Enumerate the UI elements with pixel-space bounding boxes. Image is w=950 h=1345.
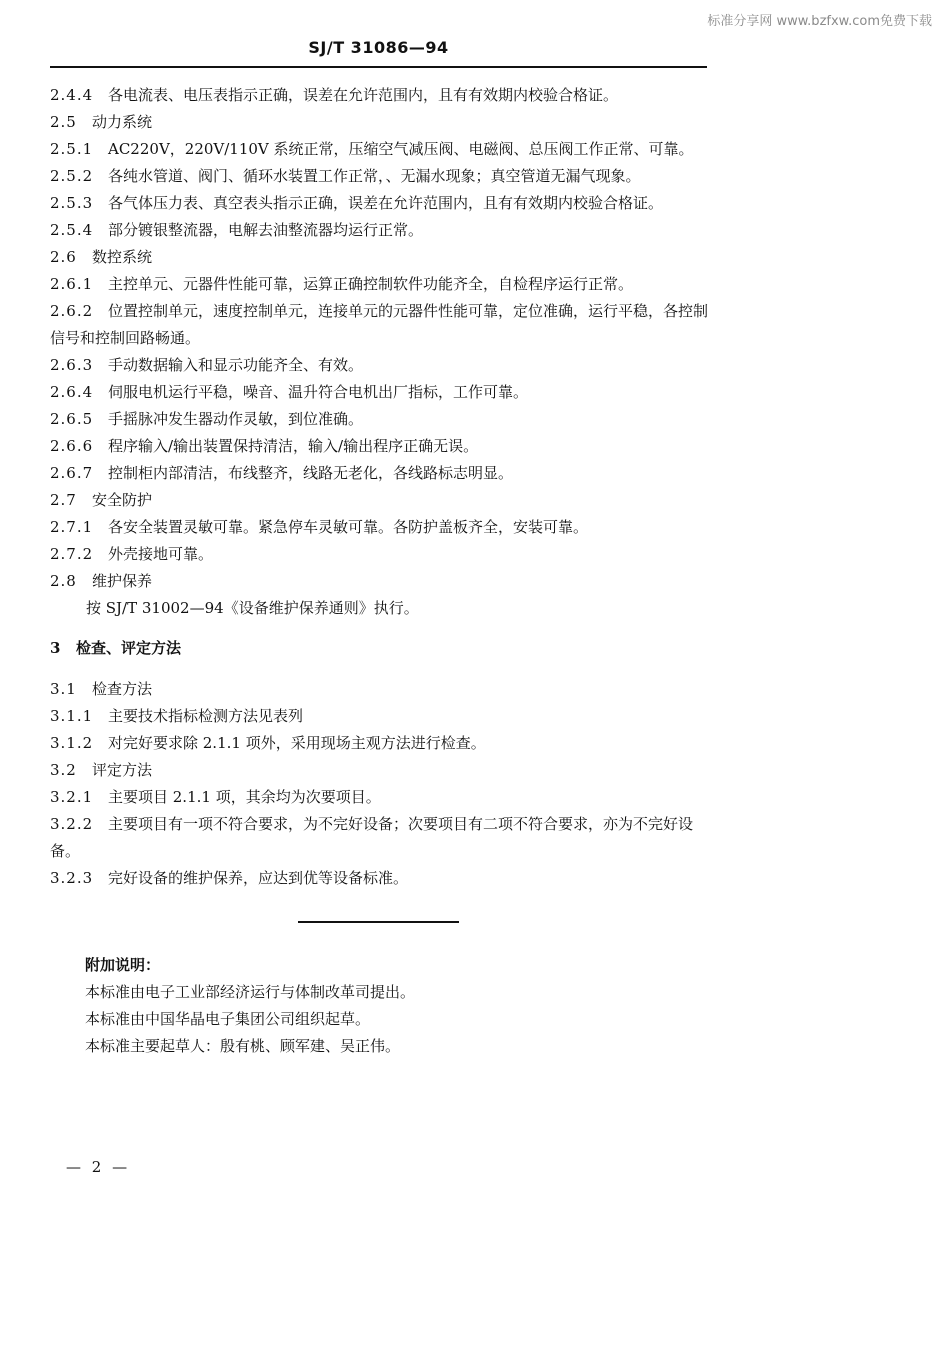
clause-text: 手摇脉冲发生器动作灵敏，到位准确。 bbox=[108, 410, 364, 428]
clause-number: 2.6.1 bbox=[50, 275, 94, 293]
clause-2-6 bbox=[50, 244, 710, 271]
section-3-heading bbox=[50, 635, 710, 662]
clause-number: 2.7.2 bbox=[50, 545, 94, 563]
clause-number: 2.5.1 bbox=[50, 140, 94, 158]
section-number: 3 bbox=[50, 639, 61, 657]
notes-title: 附加说明： bbox=[85, 956, 161, 974]
clause-text: 各纯水管道、阀门、循环水装置工作正常，、无漏水现象；真空管道无漏气现象。 bbox=[108, 167, 641, 185]
clause-2-8 bbox=[50, 568, 710, 595]
clause-number: 2.6.7 bbox=[50, 464, 94, 482]
clause-number: 2.6.6 bbox=[50, 437, 94, 455]
clause-text: 部分镀银整流器，电解去油整流器均运行正常。 bbox=[108, 221, 424, 239]
clause-text: 主控单元、元器件性能可靠，运算正确控制软件功能齐全，自检程序运行正常。 bbox=[108, 275, 634, 293]
clause-text: 各电流表、电压表指示正确，误差在允许范围内，且有有效期内校验合格证。 bbox=[108, 86, 619, 104]
clause-3-1 bbox=[50, 676, 710, 703]
document-body bbox=[50, 82, 710, 892]
clause-text: 程序输入/输出装置保持清洁，输入/输出程序正确无误。 bbox=[108, 437, 479, 455]
clause-2-4-4 bbox=[50, 82, 710, 109]
clause-text: 数控系统 bbox=[92, 248, 153, 266]
clause-2-5-3 bbox=[50, 190, 710, 217]
maintenance-note: 按 SJ/T 31002—94《设备维护保养通则》执行。 bbox=[86, 599, 419, 617]
clause-text: 评定方法 bbox=[92, 761, 153, 779]
clause-number: 2.5.4 bbox=[50, 221, 94, 239]
clause-2-7-2 bbox=[50, 541, 710, 568]
clause-number: 2.5.3 bbox=[50, 194, 94, 212]
clause-3-2-3 bbox=[50, 865, 710, 892]
clause-2-5-4 bbox=[50, 217, 710, 244]
clause-text: 完好设备的维护保养，应达到优等设备标准。 bbox=[108, 869, 409, 887]
clause-number: 2.8 bbox=[50, 572, 77, 590]
clause-2-6-2 bbox=[50, 298, 710, 352]
clause-number: 3.1.1 bbox=[50, 707, 94, 725]
clause-number: 2.6.3 bbox=[50, 356, 94, 374]
notes-line: 本标准由电子工业部经济运行与体制改革司提出。 bbox=[85, 983, 416, 1001]
clause-text: 主要项目有一项不符合要求，为不完好设备；次要项目有二项不符合要求，亦为不完好设备。 bbox=[50, 815, 694, 860]
section-title: 检查、评定方法 bbox=[76, 639, 182, 657]
clause-text: 手动数据输入和显示功能齐全、有效。 bbox=[108, 356, 364, 374]
clause-2-6-1 bbox=[50, 271, 710, 298]
clause-number: 2.6 bbox=[50, 248, 77, 266]
end-of-text-rule bbox=[298, 921, 459, 923]
header-divider bbox=[50, 66, 707, 68]
clause-text: 对完好要求除 2.1.1 项外，采用现场主观方法进行检查。 bbox=[108, 734, 486, 752]
clause-number: 3.2.2 bbox=[50, 815, 94, 833]
watermark-text: 标准分享网 www.bzfxw.com免费下载 bbox=[707, 14, 932, 29]
clause-number: 2.6.5 bbox=[50, 410, 94, 428]
clause-3-1-2 bbox=[50, 730, 710, 757]
clause-number: 3.1.2 bbox=[50, 734, 94, 752]
clause-2-5-1 bbox=[50, 136, 710, 163]
clause-number: 2.7.1 bbox=[50, 518, 94, 536]
clause-text: 各气体压力表、真空表头指示正确，误差在允许范围内，且有有效期内校验合格证。 bbox=[108, 194, 664, 212]
clause-number: 3.2.1 bbox=[50, 788, 94, 806]
clause-text: 检查方法 bbox=[92, 680, 153, 698]
clause-2-7-1 bbox=[50, 514, 710, 541]
clause-2-6-3 bbox=[50, 352, 710, 379]
clause-number: 3.1 bbox=[50, 680, 77, 698]
clause-number: 2.6.2 bbox=[50, 302, 94, 320]
clause-text: 伺服电机运行平稳，噪音、温升符合电机出厂指标，工作可靠。 bbox=[108, 383, 529, 401]
clause-text: 主要项目 2.1.1 项，其余均为次要项目。 bbox=[108, 788, 381, 806]
clause-2-7 bbox=[50, 487, 710, 514]
clause-2-5 bbox=[50, 109, 710, 136]
notes-line: 本标准主要起草人：殷有桃、顾军建、吴正伟。 bbox=[85, 1037, 401, 1055]
clause-3-2-1 bbox=[50, 784, 710, 811]
clause-text: 安全防护 bbox=[92, 491, 153, 509]
clause-2-6-7 bbox=[50, 460, 710, 487]
clause-number: 2.5 bbox=[50, 113, 77, 131]
clause-3-2-2 bbox=[50, 811, 710, 865]
clause-2-6-4 bbox=[50, 379, 710, 406]
clause-text: 主要技术指标检测方法见表列 bbox=[108, 707, 304, 725]
clause-3-2 bbox=[50, 757, 710, 784]
clause-text: 外壳接地可靠。 bbox=[108, 545, 214, 563]
clause-number: 2.6.4 bbox=[50, 383, 94, 401]
clause-2-6-6 bbox=[50, 433, 710, 460]
clause-text: 维护保养 bbox=[92, 572, 153, 590]
clause-number: 3.2 bbox=[50, 761, 77, 779]
clause-text: 动力系统 bbox=[92, 113, 153, 131]
clause-text: 位置控制单元，速度控制单元，连接单元的元器件性能可靠，定位准确，运行平稳，各控制信号和控制回路畅通。 bbox=[50, 302, 709, 347]
clause-number: 2.4.4 bbox=[50, 86, 94, 104]
clause-number: 3.2.3 bbox=[50, 869, 94, 887]
page-number: — 2 — bbox=[66, 1158, 131, 1176]
clause-text: 各安全装置灵敏可靠。紧急停车灵敏可靠。各防护盖板齐全，安装可靠。 bbox=[108, 518, 589, 536]
additional-notes bbox=[85, 952, 415, 1060]
clause-number: 2.5.2 bbox=[50, 167, 94, 185]
clause-text: 控制柜内部清洁，布线整齐，线路无老化，各线路标志明显。 bbox=[108, 464, 514, 482]
notes-line: 本标准由中国华晶电子集团公司组织起草。 bbox=[85, 1010, 371, 1028]
clause-3-1-1 bbox=[50, 703, 710, 730]
clause-number: 2.7 bbox=[50, 491, 77, 509]
clause-2-5-2 bbox=[50, 163, 710, 190]
clause-text: AC220V，220V/110V 系统正常，压缩空气减压阀、电磁阀、总压阀工作正常、可靠。 bbox=[108, 140, 694, 158]
standard-code-header: SJ/T 31086—94 bbox=[308, 38, 449, 57]
clause-2-6-5 bbox=[50, 406, 710, 433]
